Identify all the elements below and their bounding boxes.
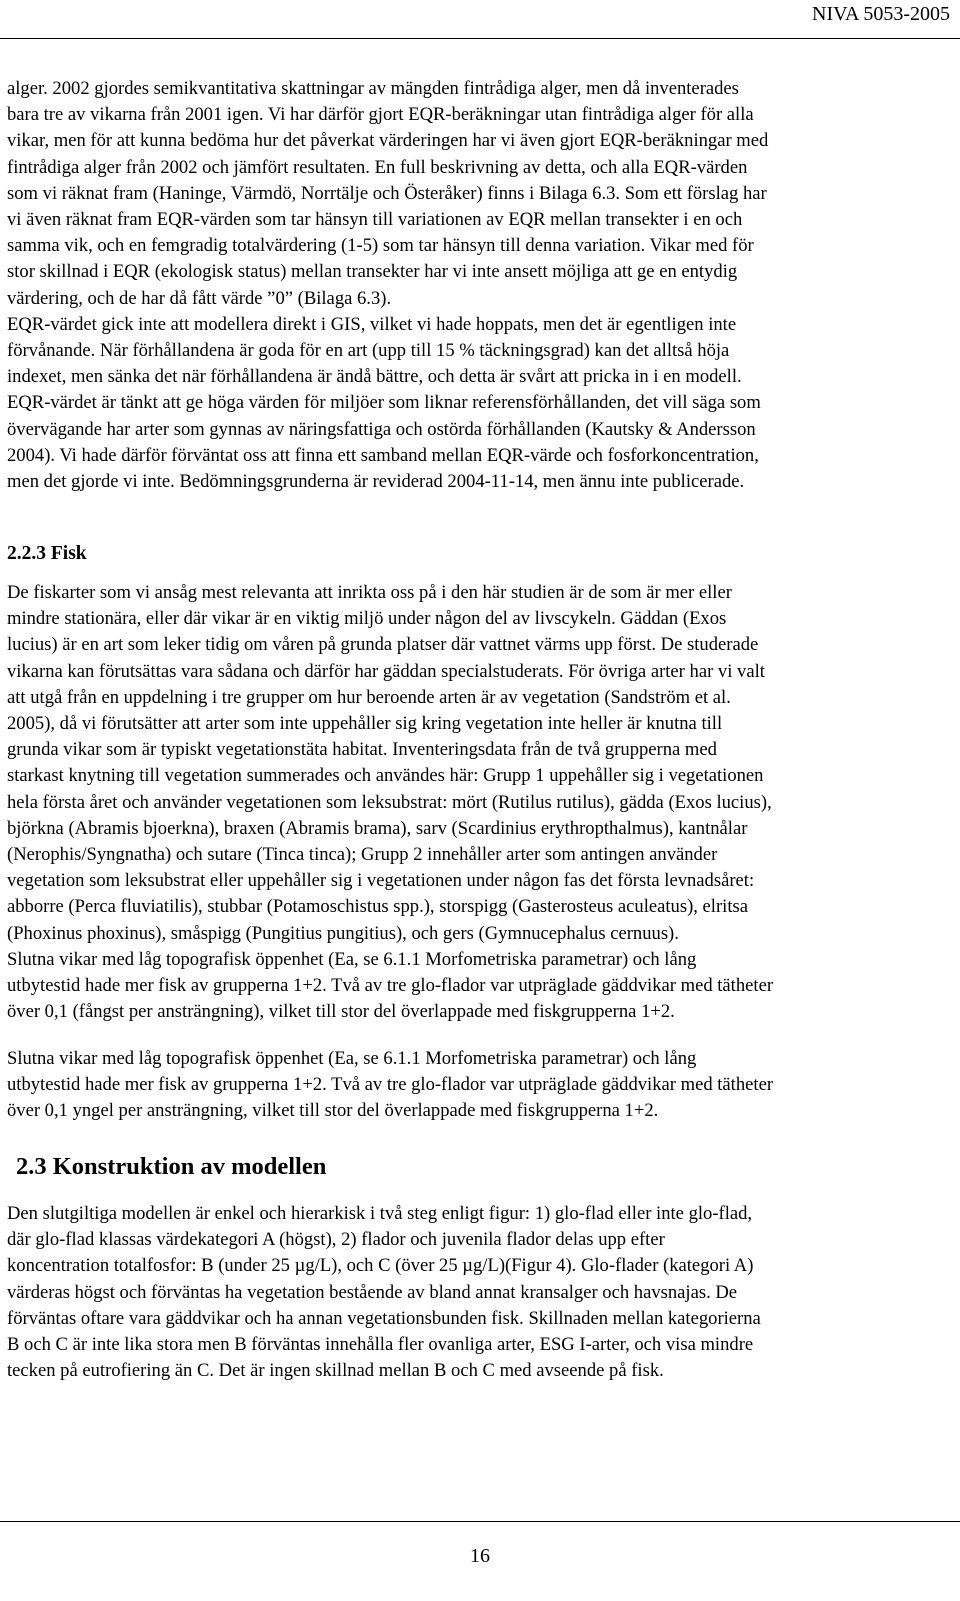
text-line: alger. 2002 gjordes semikvantitativa skattningar av mängden fintrådiga alger, men då inventerades bbox=[7, 78, 739, 99]
text-line: vikar, men för att kunna bedöma hur det påverkat värderingen har vi även gjort EQR-beräkningar med bbox=[7, 130, 769, 152]
text-line: grunda vikar som är typiskt vegetationstäta habitat. Inventeringsdata från de två grupperna med bbox=[7, 739, 717, 761]
text-line: bara tre av vikarna från 2001 igen. Vi har därför gjort EQR-beräkningar utan fintrådiga alger för alla bbox=[7, 104, 754, 126]
text-line: mindre stationära, eller där vikar är en viktig miljö under någon del av livscykeln. Gäddan (Exos bbox=[7, 608, 727, 630]
text-line: utbytestid hade mer fisk av grupperna 1+2. Två av tre glo-flador var utpräglade gäddvikar med tätheter bbox=[7, 975, 774, 997]
text-line: abborre (Perca fluviatilis), stubbar (Potamoschistus spp.), storspigg (Gasterosteus aculeatus), elritsa bbox=[7, 896, 748, 918]
text-line: B och C är inte lika stora men B förväntas innehålla fler ovanliga arter, ESG I-arter, och visa mindre bbox=[7, 1334, 754, 1356]
paragraph-fisk bbox=[7, 580, 951, 1025]
paragraph-konstruktion bbox=[7, 1201, 951, 1384]
text-line: koncentration totalfosfor: B (under 25 µg/L), och C (över 25 µg/L)(Figur 4). Glo-flader (kategori A) bbox=[7, 1255, 754, 1277]
text-line: 2004). Vi hade därför förväntat oss att finna ett samband mellan EQR-värde och fosforkoncentration, bbox=[7, 444, 759, 466]
text-line: över 0,1 yngel per ansträngning, vilket till stor del överlappade med fiskgrupperna 1+2. bbox=[7, 1100, 659, 1122]
header-rule bbox=[0, 38, 960, 39]
page-number: 16 bbox=[470, 1545, 490, 1567]
text-line: (Phoxinus phoxinus), småspigg (Pungitius pungitius), och gers (Gymnucephalus cernuus). bbox=[7, 922, 679, 944]
text-line: lucius) är en art som leker tidig om våren på grunda platser där vattnet värms upp först. De studerade bbox=[7, 634, 759, 656]
text-line: Slutna vikar med låg topografisk öppenhet (Ea, se 6.1.1 Morfometriska parametrar) och lång bbox=[7, 948, 697, 970]
text-line: EQR-värdet är tänkt att ge höga värden för miljöer som liknar referensförhållanden, det vill säga som bbox=[7, 392, 761, 414]
text-line: Den slutgiltiga modellen är enkel och hierarkisk i två steg enligt figur: 1) glo-flad eller inte glo-flad, bbox=[7, 1203, 753, 1224]
text-line: vikarna kan förutsättas vara sådana och därför har gäddan specialstuderats. För övriga arter har vi valt bbox=[7, 660, 765, 682]
text-line: EQR-värdet gick inte att modellera direkt i GIS, vilket vi hade hoppats, men det är egentligen inte bbox=[7, 313, 737, 335]
paragraph-eqr bbox=[7, 76, 951, 495]
text-line: som vi räknat fram (Haninge, Värmdö, Norrtälje och Österåker) finns i Bilaga 6.3. Som ett förslag har bbox=[7, 182, 767, 204]
running-header: NIVA 5053-2005 bbox=[812, 3, 950, 25]
text-line: att utgå från en uppdelning i tre grupper om hur beroende arten är av vegetation (Sandström et al. bbox=[7, 686, 731, 708]
text-line: stor skillnad i EQR (ekologisk status) mellan transekter har vi inte ansett möjliga att ge en entydig bbox=[7, 261, 738, 283]
text-line: förväntas oftare vara gäddvikar och ha annan vegetationsbunden fisk. Skillnaden mellan kategorierna bbox=[7, 1307, 761, 1329]
text-line: förvånande. När förhållandena är goda för en art (upp till 15 % täckningsgrad) kan det alltså höja bbox=[7, 340, 730, 362]
text-line: vegetation som leksubstrat eller uppehåller sig i vegetationen under någon fas det första levnadsåret: bbox=[7, 870, 755, 892]
text-line: vi även räknat fram EQR-värden som tar hänsyn till variationen av EQR mellan transekter i en och bbox=[7, 209, 743, 231]
text-line: tecken på eutrofiering än C. Det är ingen skillnad mellan B och C med avseende på fisk. bbox=[7, 1360, 664, 1382]
footer-rule bbox=[0, 1521, 960, 1522]
text-line: hela första året och använder vegetationen som leksubstrat: mört (Rutilus rutilus), gädda (Exos lucius), bbox=[7, 791, 772, 813]
text-line: Slutna vikar med låg topografisk öppenhet (Ea, se 6.1.1 Morfometriska parametrar) och lång bbox=[7, 1048, 697, 1069]
text-line: värdering, och de har då fått värde ”0” (Bilaga 6.3). bbox=[7, 287, 392, 309]
text-line: men det gjorde vi inte. Bedömningsgrunderna är reviderad 2004-11-14, men ännu inte publicerade. bbox=[7, 471, 745, 493]
section-heading-fisk: 2.2.3 Fisk bbox=[7, 543, 87, 564]
paragraph-fisk-yngel bbox=[7, 1046, 951, 1125]
text-line: fintrådiga alger från 2002 och jämfört resultaten. En full beskrivning av detta, och alla EQR-värden bbox=[7, 156, 748, 178]
text-line: (Nerophis/Syngnatha) och sutare (Tinca tinca); Grupp 2 innehåller arter som antingen använder bbox=[7, 844, 718, 866]
text-line: utbytestid hade mer fisk av grupperna 1+2. Två av tre glo-flador var utpräglade gäddvikar med tätheter bbox=[7, 1074, 774, 1096]
text-line: över 0,1 (fångst per ansträngning), vilket till stor del överlappade med fiskgrupperna 1+2. bbox=[7, 1001, 675, 1023]
text-line: starkast knytning till vegetation summerades och användes här: Grupp 1 uppehåller sig i vegetationen bbox=[7, 765, 764, 787]
text-line: samma vik, och en femgradig totalvärdering (1-5) som tar hänsyn till denna variation. Vikar med för bbox=[7, 235, 754, 257]
text-line: där glo-flad klassas värdekategori A (högst), 2) flador och juvenila flador delas upp efter bbox=[7, 1229, 665, 1251]
text-line: övervägande har arter som gynnas av näringsfattiga och ostörda förhållanden (Kautsky & Andersson bbox=[7, 418, 756, 440]
text-line: björkna (Abramis bjoerkna), braxen (Abramis brama), sarv (Scardinius erythropthalmus), kantnålar bbox=[7, 817, 748, 839]
text-line: De fiskarter som vi ansåg mest relevanta att inrikta oss på i den här studien är de som är mer eller bbox=[7, 582, 732, 603]
section-heading-konstruktion: 2.3 Konstruktion av modellen bbox=[16, 1153, 327, 1180]
text-line: indexet, men sänka det när förhållandena är ändå bättre, och detta är svårt att pricka in i en modell. bbox=[7, 366, 742, 388]
text-line: 2005), då vi förutsätter att arter som inte uppehåller sig kring vegetation inte heller är knutna till bbox=[7, 713, 723, 735]
text-line: värderas högst och förväntas ha vegetation bestående av bland annat kransalger och havsnajas. De bbox=[7, 1281, 738, 1303]
